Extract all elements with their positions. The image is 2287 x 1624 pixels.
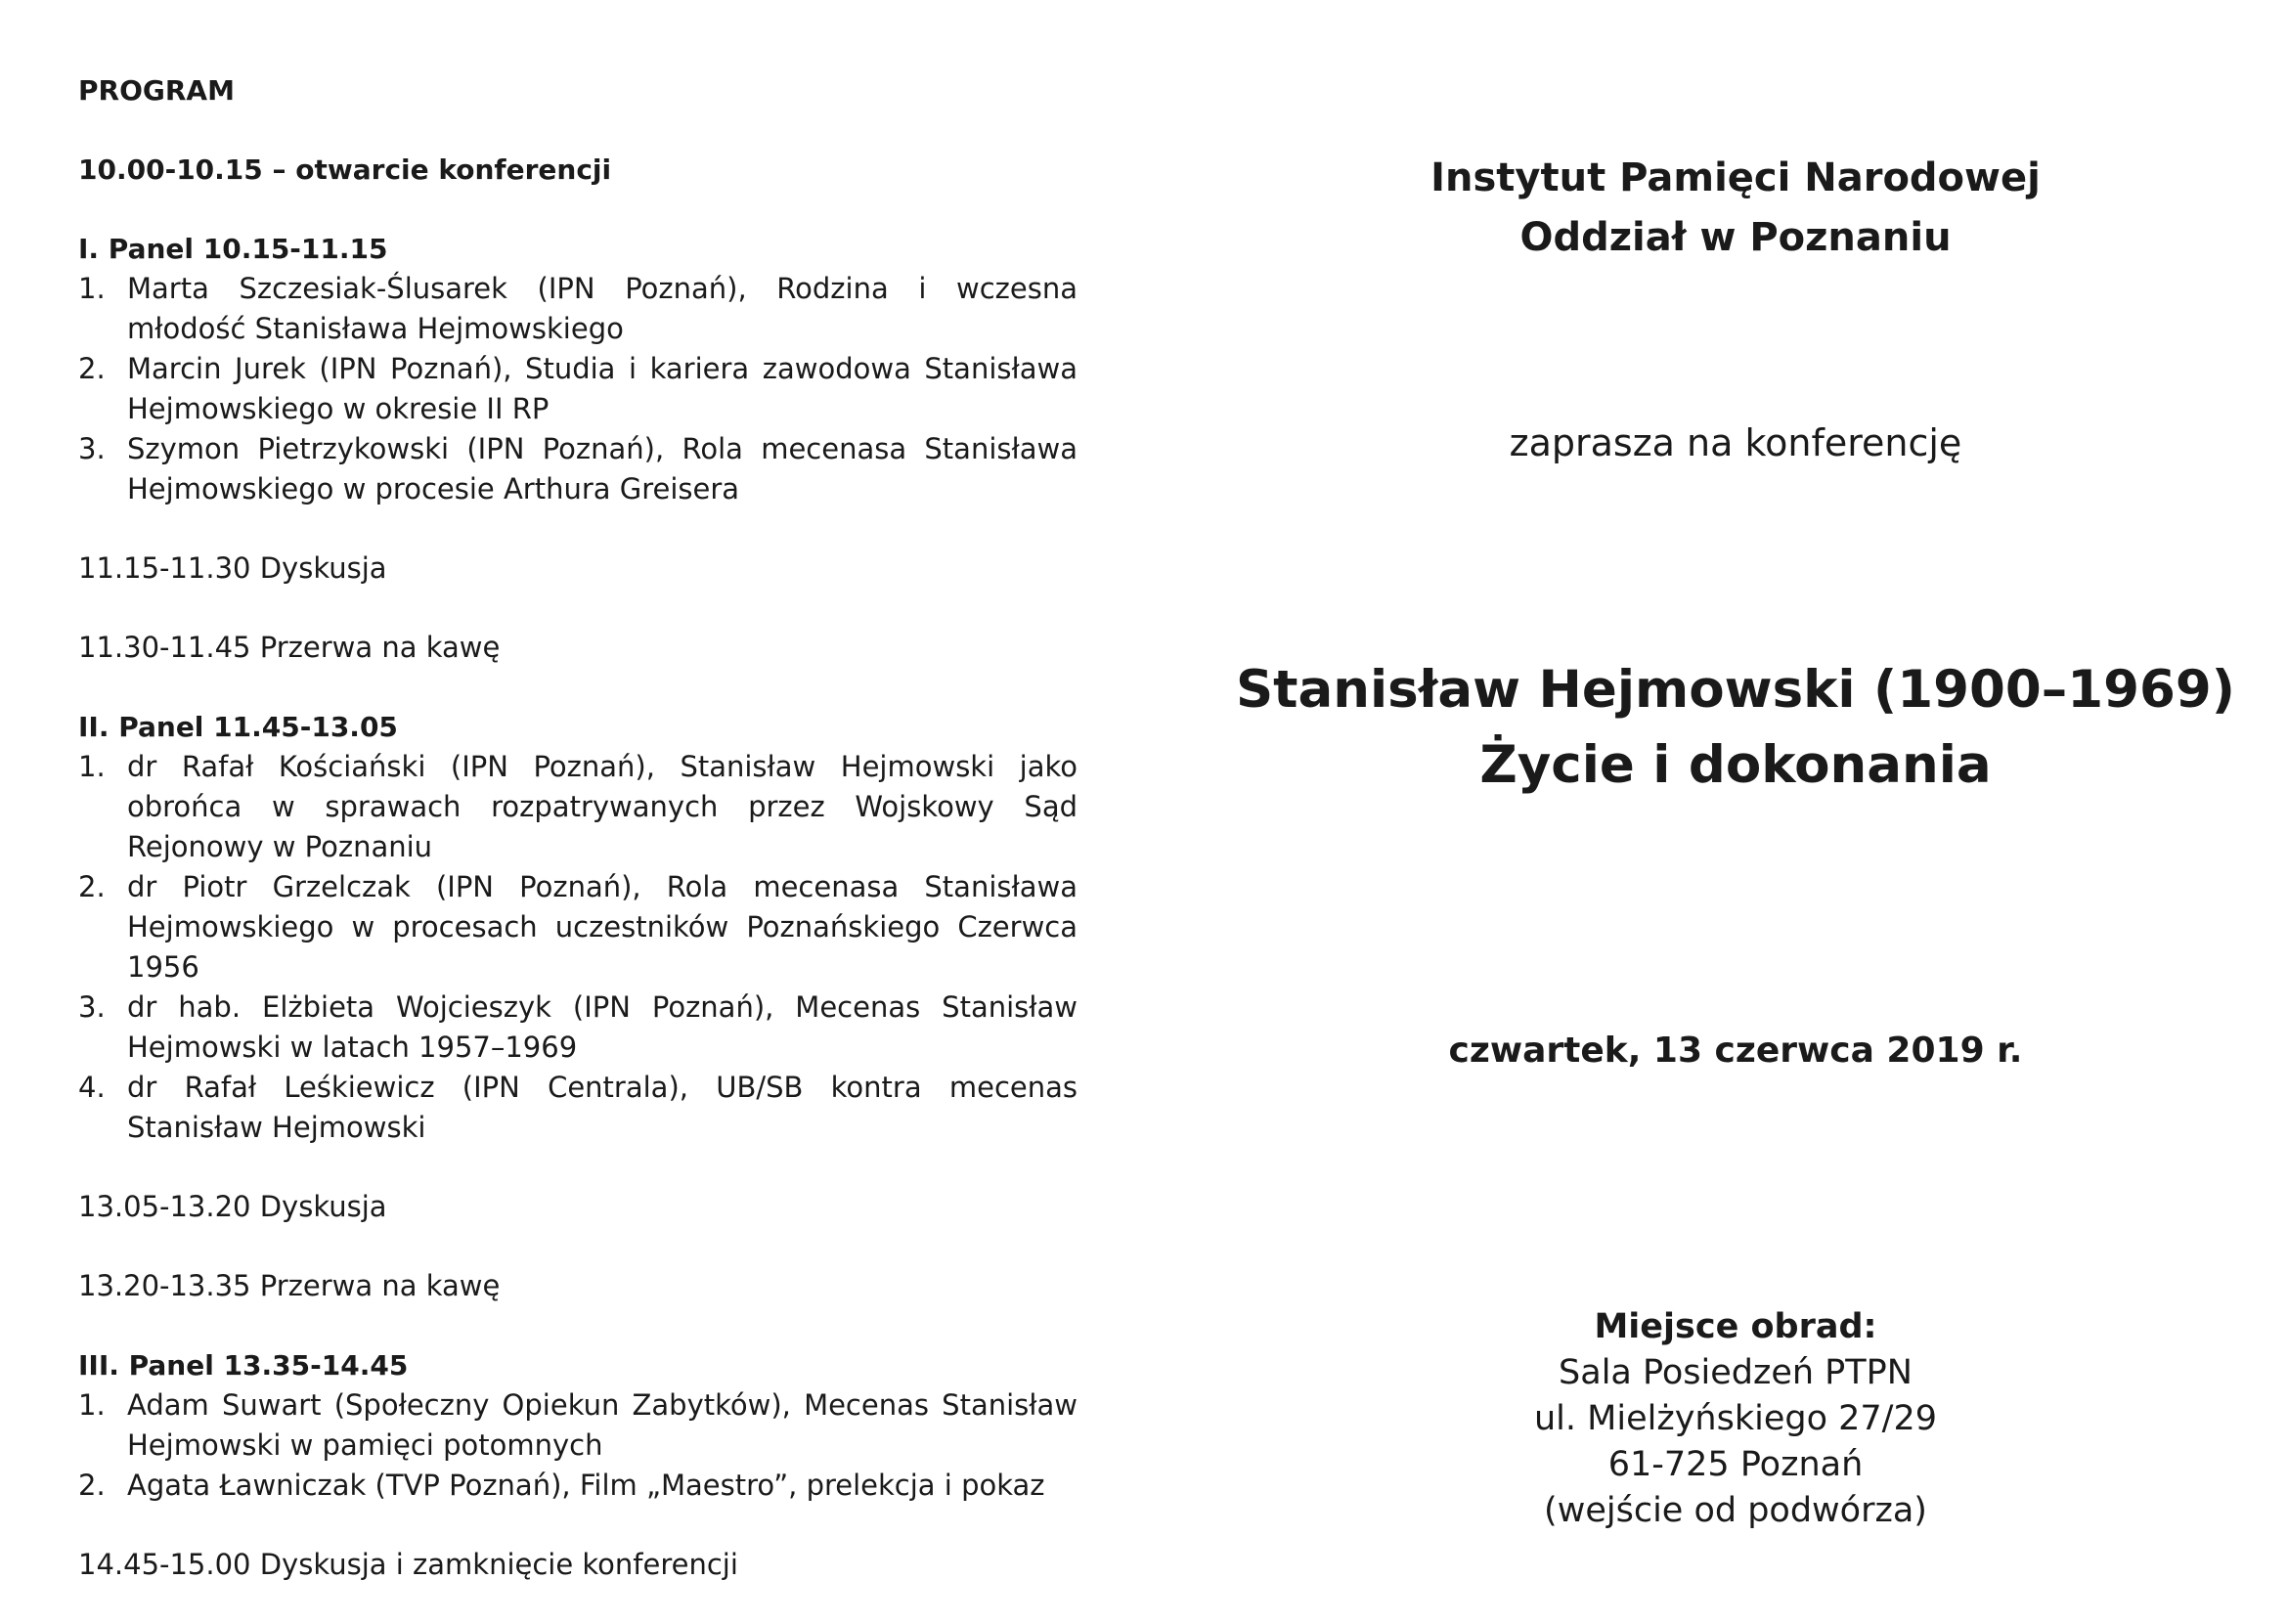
talk-number: 4. bbox=[78, 1071, 106, 1104]
talk-text: Marcin Jurek (IPN Poznań), Studia i kariera zawodowa Stanisława Hejmowskiego w okresie II RP bbox=[127, 352, 1078, 425]
conference-date: czwartek, 13 czerwca 2019 r. bbox=[1448, 1031, 2023, 1071]
conference-title bbox=[1149, 652, 2287, 803]
talk-item bbox=[78, 429, 1078, 509]
talk-number: 3. bbox=[78, 990, 106, 1024]
panel-3 bbox=[78, 1345, 1078, 1506]
talk-text: Szymon Pietrzykowski (IPN Poznań), Rola mecenasa Stanisława Hejmowskiego w procesie Arthura Greisera bbox=[127, 432, 1078, 505]
talk-number: 1. bbox=[78, 750, 106, 783]
talk-number: 2. bbox=[78, 1469, 106, 1502]
discussion-1: 11.15-11.30 Dyskusja bbox=[78, 551, 387, 585]
venue-hall: Sala Posiedzeń PTPN bbox=[1559, 1353, 1913, 1392]
talk-item bbox=[78, 747, 1078, 867]
talk-text: dr Piotr Grzelczak (IPN Poznań), Rola mecenasa Stanisława Hejmowskiego w procesach uczestników Poznańskiego Czerwca 1956 bbox=[127, 870, 1078, 984]
program-heading: PROGRAM bbox=[78, 74, 235, 107]
talk-text: Marta Szczesiak-Ślusarek (IPN Poznań), Rodzina i wczesna młodość Stanisława Hejmowskiego bbox=[127, 272, 1078, 345]
talk-item bbox=[78, 349, 1078, 429]
talk-item bbox=[78, 1068, 1078, 1148]
panel-title: III. Panel 13.35-14.45 bbox=[78, 1349, 409, 1382]
talk-text: Agata Ławniczak (TVP Poznań), Film „Maestro”, prelekcja i pokaz bbox=[127, 1469, 1045, 1502]
panel-1 bbox=[78, 229, 1078, 509]
opening-session: 10.00-10.15 – otwarcie konferencji bbox=[78, 154, 612, 186]
invitation-text: zaprasza na konferencję bbox=[1509, 421, 1962, 464]
institute-name bbox=[1149, 149, 2287, 268]
venue-label: Miejsce obrad: bbox=[1594, 1307, 1877, 1346]
talk-text: Adam Suwart (Społeczny Opiekun Zabytków), Mecenas Stanisław Hejmowski w pamięci potomnych bbox=[127, 1388, 1078, 1462]
talk-item bbox=[78, 988, 1078, 1068]
coffee-break-1: 11.30-11.45 Przerwa na kawę bbox=[78, 631, 501, 664]
institute-line-2: Oddział w Poznaniu bbox=[1519, 215, 1952, 260]
panel-title: I. Panel 10.15-11.15 bbox=[78, 233, 388, 265]
talk-text: dr Rafał Kościański (IPN Poznań), Stanisław Hejmowski jako obrońca w sprawach rozpatrywanych przez Wojskowy Sąd Rejonowy w Poznaniu bbox=[127, 750, 1078, 863]
institute-line-1: Instytut Pamięci Narodowej bbox=[1430, 155, 2041, 200]
talk-item bbox=[78, 867, 1078, 988]
closing-discussion: 14.45-15.00 Dyskusja i zamknięcie konferencji bbox=[78, 1548, 738, 1581]
panel-title: II. Panel 11.45-13.05 bbox=[78, 711, 398, 743]
talk-text: dr hab. Elżbieta Wojcieszyk (IPN Poznań), Mecenas Stanisław Hejmowski w latach 1957–1969 bbox=[127, 990, 1078, 1064]
conference-title-line-1: Stanisław Hejmowski (1900–1969) bbox=[1235, 660, 2235, 720]
conference-title-line-2: Życie i dokonania bbox=[1479, 735, 1992, 795]
venue-entrance: (wejście od podwórza) bbox=[1544, 1491, 1927, 1530]
program-column bbox=[78, 70, 1078, 1624]
talk-text: dr Rafał Leśkiewicz (IPN Centrala), UB/SB kontra mecenas Stanisław Hejmowski bbox=[127, 1071, 1078, 1144]
venue-block bbox=[1149, 1304, 2287, 1534]
talk-number: 3. bbox=[78, 432, 106, 465]
talk-number: 2. bbox=[78, 870, 106, 903]
coffee-break-2: 13.20-13.35 Przerwa na kawę bbox=[78, 1269, 501, 1302]
talk-item bbox=[78, 1466, 1078, 1506]
panel-2 bbox=[78, 707, 1078, 1148]
talk-item bbox=[78, 1385, 1078, 1466]
talk-number: 1. bbox=[78, 272, 106, 305]
venue-street: ul. Mielżyńskiego 27/29 bbox=[1534, 1399, 1937, 1438]
talk-item bbox=[78, 269, 1078, 349]
talk-number: 2. bbox=[78, 352, 106, 385]
discussion-2: 13.05-13.20 Dyskusja bbox=[78, 1190, 387, 1223]
venue-city: 61-725 Poznań bbox=[1607, 1445, 1864, 1484]
talk-number: 1. bbox=[78, 1388, 106, 1422]
